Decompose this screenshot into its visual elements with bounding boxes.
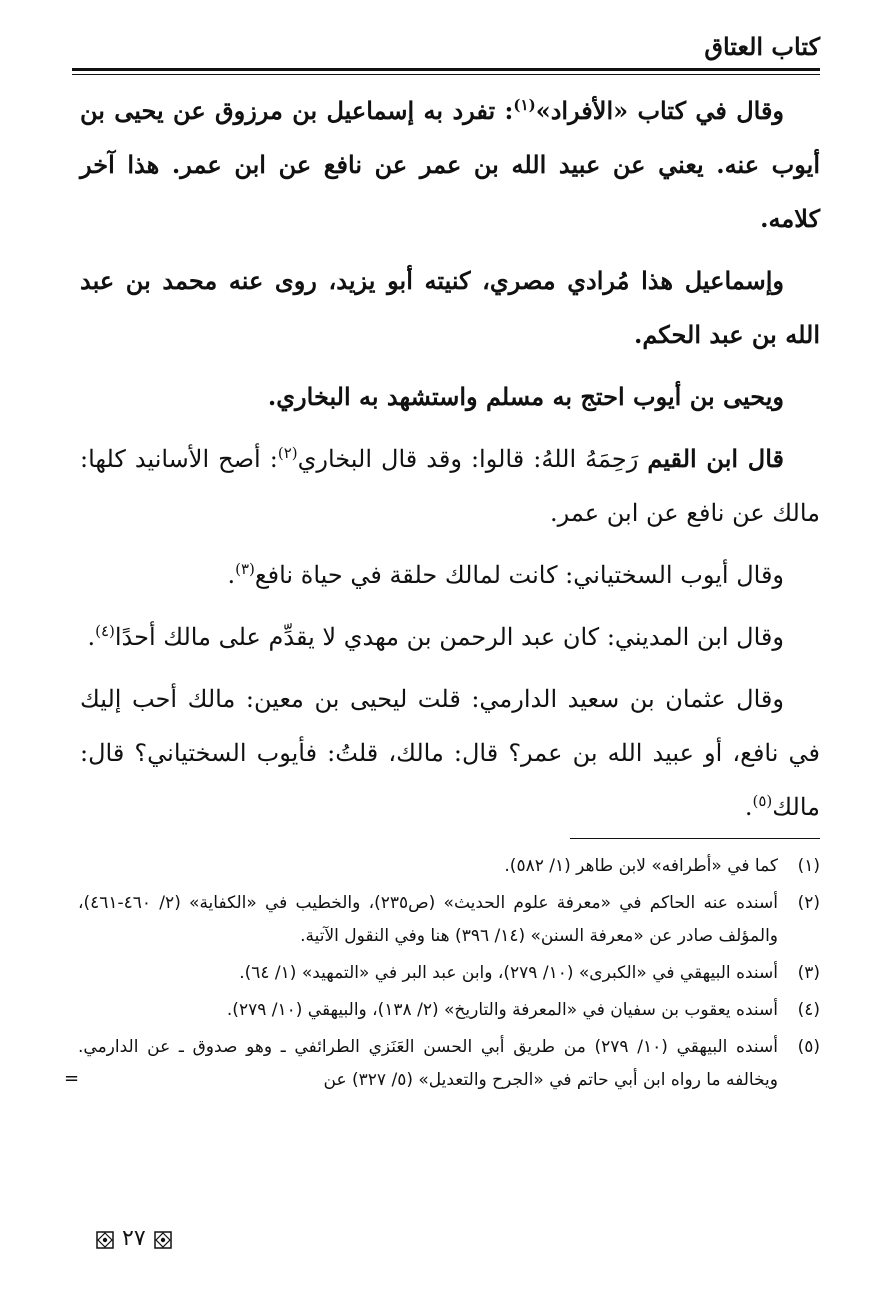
paragraph-7: [80, 672, 820, 834]
footnote-divider: [570, 838, 820, 839]
ornament-icon: [96, 1230, 114, 1248]
footnote-3: [78, 957, 820, 990]
running-header: [72, 30, 820, 74]
footnote-text: أسنده يعقوب بن سفيان في «المعرفة والتاريخ» (٢/ ١٣٨)، والبيهقي (١٠/ ٢٧٩).: [226, 1000, 778, 1020]
footnote-ref-2[interactable]: (٢): [277, 444, 298, 462]
continuation-mark: =: [64, 1068, 80, 1089]
footnote-text: أسنده عنه الحاكم في «معرفة علوم الحديث» (ص٢٣٥)، والخطيب في «الكفاية» (٢/ ٤٦٠-٤٦١)، والمؤلف صادر عن «معرفة السنن» (١٤/ ٣٩٦) هنا وفي النقول الآتية.: [78, 893, 779, 946]
paragraph-7-text-a: وقال عثمان بن سعيد الدارمي: قلت ليحيى بن معين: مالك أحب إليك في نافع، أو عبيد الله بن عمر؟ قال: مالك، قلتُ: فأيوب السختياني؟ قال: مالك: [80, 685, 820, 821]
footnote-5: [64, 1031, 820, 1097]
footnote-ref-3[interactable]: (٣): [235, 560, 255, 578]
paragraph-5-text-b: .: [227, 561, 236, 589]
paragraph-1-text-b: : تفرد به إسماعيل بن مرزوق عن يحيى بن أيوب عنه. يعني عن عبيد الله بن عمر عن نافع عن ابن عمر. هذا آخر كلامه.: [80, 96, 820, 233]
footnote-ref-1[interactable]: (١): [513, 96, 536, 114]
footnotes: [64, 850, 820, 1101]
header-title: كتاب العتاق: [704, 32, 820, 61]
header-rule-thin: [72, 74, 820, 75]
footnote-number: (٤): [797, 1000, 820, 1020]
paragraph-6-text-b: .: [87, 623, 96, 651]
paragraph-4-text-b: : أصح الأسانيد كلها: مالك عن نافع عن ابن عمر.: [80, 445, 820, 527]
footnote-number: (٣): [797, 963, 820, 983]
paragraph-6-text-a: وقال ابن المديني: كان عبد الرحمن بن مهدي لا يقدِّم على مالك أحدًا: [114, 623, 784, 651]
paragraph-1: [80, 84, 820, 246]
footnote-number: (١): [797, 856, 820, 876]
main-text: [80, 84, 820, 842]
paragraph-2: وإسماعيل هذا مُرادي مصري، كنيته أبو يزيد، روى عنه محمد بن عبد الله بن عبد الحكم.: [80, 266, 820, 349]
paragraph-1-text-a: وقال في كتاب «الأفراد»: [535, 96, 785, 125]
footnote-number: (٥): [797, 1037, 820, 1057]
paragraph-4-text-a: : قالوا: وقد قال البخاري: [297, 445, 542, 473]
page-number: ٢٧: [122, 1226, 146, 1251]
header-rule-thick: [72, 68, 820, 71]
paragraph-3: ويحيى بن أيوب احتج به مسلم واستشهد به البخاري.: [267, 382, 784, 411]
paragraph-5-text-a: وقال أيوب السختياني: كانت لمالك حلقة في حياة نافع: [254, 561, 784, 589]
page-number-area: [88, 1226, 180, 1251]
footnote-4: [78, 994, 820, 1027]
paragraph-4: [80, 432, 820, 540]
paragraph-7-text-b: .: [744, 793, 753, 821]
footnote-text: أسنده البيهقي في «الكبرى» (١٠/ ٢٧٩)، وابن عبد البر في «التمهيد» (١/ ٦٤).: [239, 963, 778, 983]
footnote-text: كما في «أطرافه» لابن طاهر (١/ ٥٨٢).: [504, 856, 778, 876]
footnote-2: [78, 887, 820, 953]
footnote-ref-4[interactable]: (٤): [95, 622, 115, 640]
footnote-text: أسنده البيهقي (١٠/ ٢٧٩) من طريق أبي الحسن العَنَزي الطرائفي ـ وهو صدوق ـ عن الدارمي. ويخالفه ما رواه ابن أبي حاتم في «الجرح والتعديل» (٥/ ٣٢٧) عن: [78, 1037, 778, 1090]
footnote-ref-5[interactable]: (٥): [752, 792, 773, 810]
honorific: رَحِمَهُ اللهُ: [541, 445, 648, 473]
footnote-number: (٢): [797, 893, 820, 913]
speaker-label: قال ابن القيم: [647, 444, 785, 473]
paragraph-5: [80, 548, 820, 602]
ornament-icon: [154, 1230, 172, 1248]
paragraph-6: [80, 610, 820, 664]
footnote-1: [78, 850, 820, 883]
